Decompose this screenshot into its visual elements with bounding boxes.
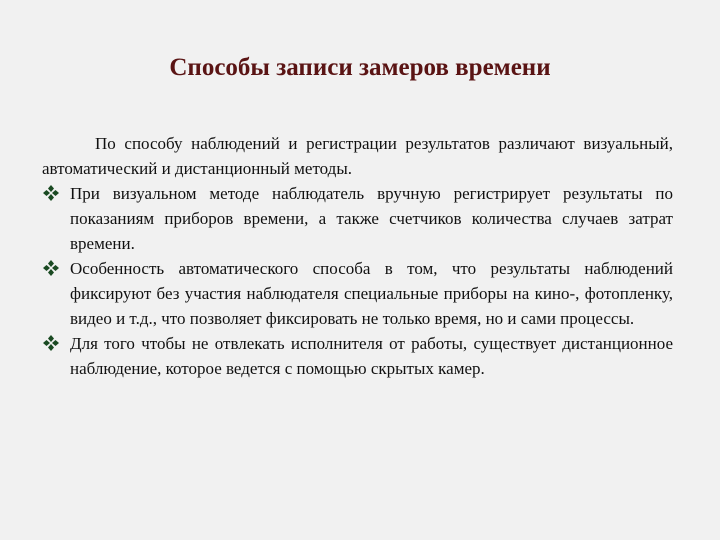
bullet-list [42,181,673,381]
bullet-item [42,181,673,256]
bullet-item [42,331,673,381]
diamond-bullet-icon [42,334,60,352]
bullet-text: Для того чтобы не отвлекать исполнителя от работы, существует дистанционное наблюдение, которое ведется с помощью скрытых камер. [70,334,673,378]
bullet-text: При визуальном методе наблюдатель вручную регистрирует результаты по показаниям приборов времени, а также счетчиков количества случаев затрат времени. [70,184,673,253]
bullet-item [42,256,673,331]
diamond-bullet-icon [42,184,60,202]
slide-body [42,131,673,381]
bullet-text: Особенность автоматического способа в том, что результаты наблюдений фиксируют без участия наблюдателя специальные приборы на кино-, фотопленку, видео и т.д., что позволяет фиксировать не только время, но и сами процессы. [70,259,673,328]
diamond-bullet-icon [42,259,60,277]
intro-paragraph: По способу наблюдений и регистрации результатов различают визуальный, автоматический и дистанционный методы. [42,134,673,178]
slide-title: Способы записи замеров времени [169,54,551,81]
